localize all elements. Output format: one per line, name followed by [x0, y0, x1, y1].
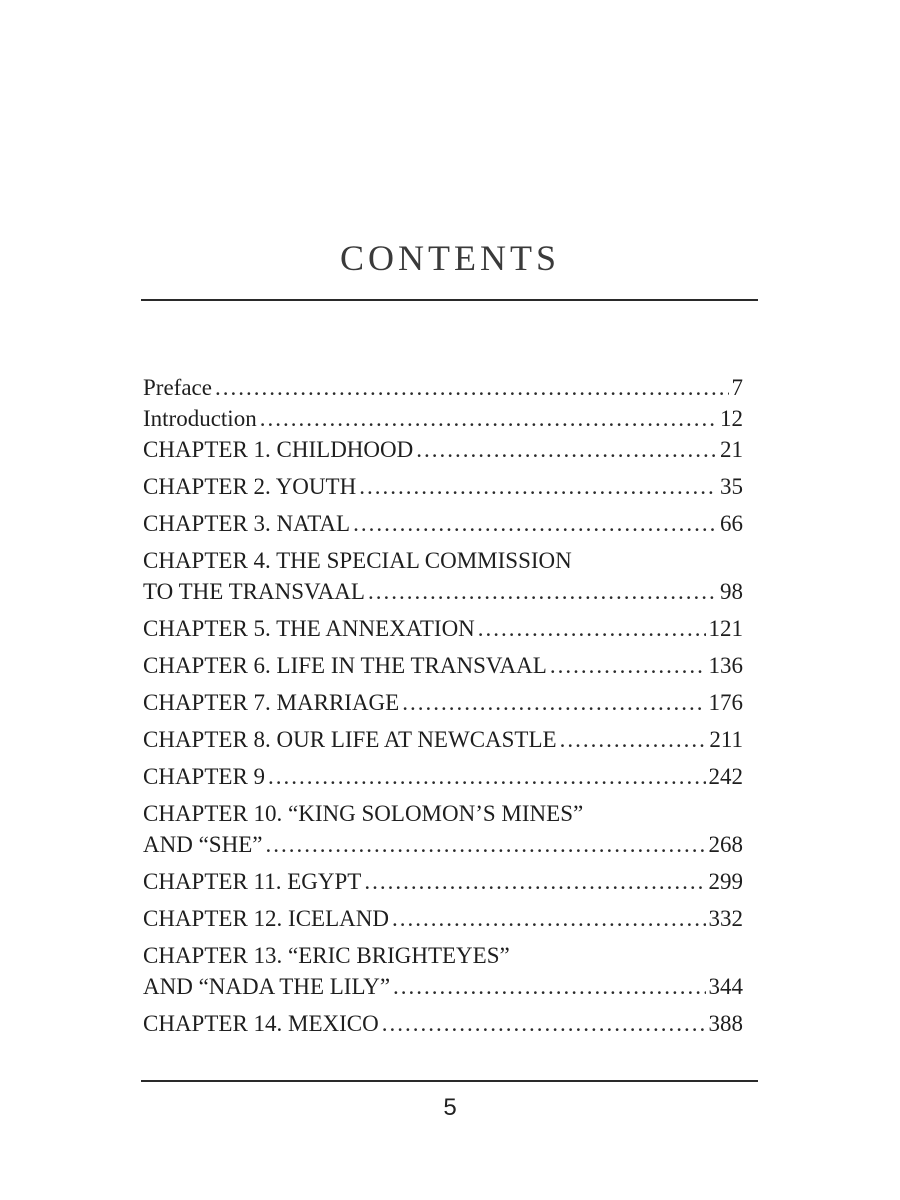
- toc-entry-page: 7: [731, 375, 743, 400]
- toc-entry: [143, 687, 743, 718]
- toc-entry-line: [143, 650, 743, 681]
- dot-leader: [260, 403, 717, 434]
- dot-leader: [364, 866, 705, 897]
- toc-entry: [143, 471, 743, 502]
- toc-entry: [143, 940, 743, 1002]
- toc-entry: [143, 434, 743, 465]
- toc-entry: [143, 613, 743, 644]
- dot-leader: [353, 508, 717, 539]
- toc-entry-title: CHAPTER 8. OUR LIFE AT NEWCASTLE: [143, 727, 557, 752]
- toc-entry-title: Introduction: [143, 406, 257, 431]
- dot-leader: [393, 971, 705, 1002]
- dot-leader: [416, 434, 717, 465]
- dot-leader: [368, 576, 717, 607]
- toc-entry-page: 66: [720, 511, 743, 536]
- toc-entry-title: CHAPTER 10. “KING SOLOMON’S MINES”: [143, 801, 584, 826]
- toc-entry-title: Preface: [143, 375, 212, 400]
- dot-leader: [359, 471, 717, 502]
- bottom-divider: [141, 1080, 758, 1082]
- dot-leader: [560, 724, 707, 755]
- toc-entry-page: 35: [720, 474, 743, 499]
- toc-entry-line: [143, 829, 743, 860]
- toc-entry: [143, 508, 743, 539]
- toc-entry-page: 299: [708, 869, 743, 894]
- toc-entry: [143, 650, 743, 681]
- toc-entry-title: AND “SHE”: [143, 832, 263, 857]
- toc-entry-title: CHAPTER 13. “ERIC BRIGHTEYES”: [143, 943, 510, 968]
- dot-leader: [268, 761, 705, 792]
- toc-entry-page: 136: [708, 653, 743, 678]
- toc-entry-page: 121: [708, 616, 743, 641]
- toc-entry-line: [143, 508, 743, 539]
- dot-leader: [402, 687, 705, 718]
- toc-entry: [143, 403, 743, 434]
- toc-entry-title: AND “NADA THE LILY”: [143, 974, 391, 999]
- toc-entry-page: 268: [708, 832, 743, 857]
- dot-leader: [478, 613, 706, 644]
- toc-entry-title: CHAPTER 5. THE ANNEXATION: [143, 616, 475, 641]
- toc-entry-page: 332: [708, 906, 743, 931]
- toc-entry-line: [143, 471, 743, 502]
- toc-entry-line: [143, 576, 743, 607]
- toc-entry: [143, 866, 743, 897]
- toc-entry-title: CHAPTER 14. MEXICO: [143, 1011, 379, 1036]
- toc-entry-line: [143, 903, 743, 934]
- toc-entry-title: CHAPTER 12. ICELAND: [143, 906, 389, 931]
- toc-entry-line: [143, 403, 743, 434]
- dot-leader: [392, 903, 706, 934]
- dot-leader: [550, 650, 706, 681]
- toc-entry-title: CHAPTER 9: [143, 764, 266, 789]
- dot-leader: [265, 829, 705, 860]
- toc-entry-page: 242: [708, 764, 743, 789]
- toc-entry-line: [143, 613, 743, 644]
- toc-entry-title: TO THE TRANSVAAL: [143, 579, 365, 604]
- toc-entry: [143, 903, 743, 934]
- dot-leader: [215, 372, 729, 403]
- toc-entry-title: CHAPTER 1. CHILDHOOD: [143, 437, 414, 462]
- toc-entry-page: 176: [708, 690, 743, 715]
- toc-entry-page: 98: [720, 579, 743, 604]
- toc-entry-line: [143, 545, 743, 576]
- top-divider: [141, 299, 758, 301]
- toc-entry-page: 344: [708, 974, 743, 999]
- toc-entry-title: CHAPTER 3. NATAL: [143, 511, 351, 536]
- toc-entry-title: CHAPTER 6. LIFE IN THE TRANSVAAL: [143, 653, 547, 678]
- toc-entry-line: [143, 798, 743, 829]
- toc-entry-title: CHAPTER 11. EGYPT: [143, 869, 362, 894]
- toc-entry-line: [143, 434, 743, 465]
- toc-entry-line: [143, 687, 743, 718]
- toc-entry: [143, 798, 743, 860]
- dot-leader: [382, 1008, 706, 1039]
- toc-entry-title: CHAPTER 2. YOUTH: [143, 474, 357, 499]
- toc-entry-page: 388: [708, 1011, 743, 1036]
- toc-entry-page: 12: [720, 406, 743, 431]
- toc-entry-line: [143, 940, 743, 971]
- toc-entry-page: 21: [720, 437, 743, 462]
- toc-entry: [143, 1008, 743, 1039]
- table-of-contents: [143, 372, 743, 1045]
- toc-entry-page: 211: [709, 727, 743, 752]
- toc-entry-title: CHAPTER 4. THE SPECIAL COMMISSION: [143, 548, 572, 573]
- toc-entry-line: [143, 971, 743, 1002]
- toc-entry: [143, 724, 743, 755]
- toc-entry-line: [143, 724, 743, 755]
- toc-entry: [143, 761, 743, 792]
- toc-entry-title: CHAPTER 7. MARRIAGE: [143, 690, 400, 715]
- page-title: CONTENTS: [340, 238, 560, 278]
- toc-entry-line: [143, 761, 743, 792]
- toc-entry-line: [143, 372, 743, 403]
- page-number: 5: [443, 1094, 457, 1121]
- toc-entry: [143, 372, 743, 403]
- toc-entry: [143, 545, 743, 607]
- toc-entry-line: [143, 1008, 743, 1039]
- toc-entry-line: [143, 866, 743, 897]
